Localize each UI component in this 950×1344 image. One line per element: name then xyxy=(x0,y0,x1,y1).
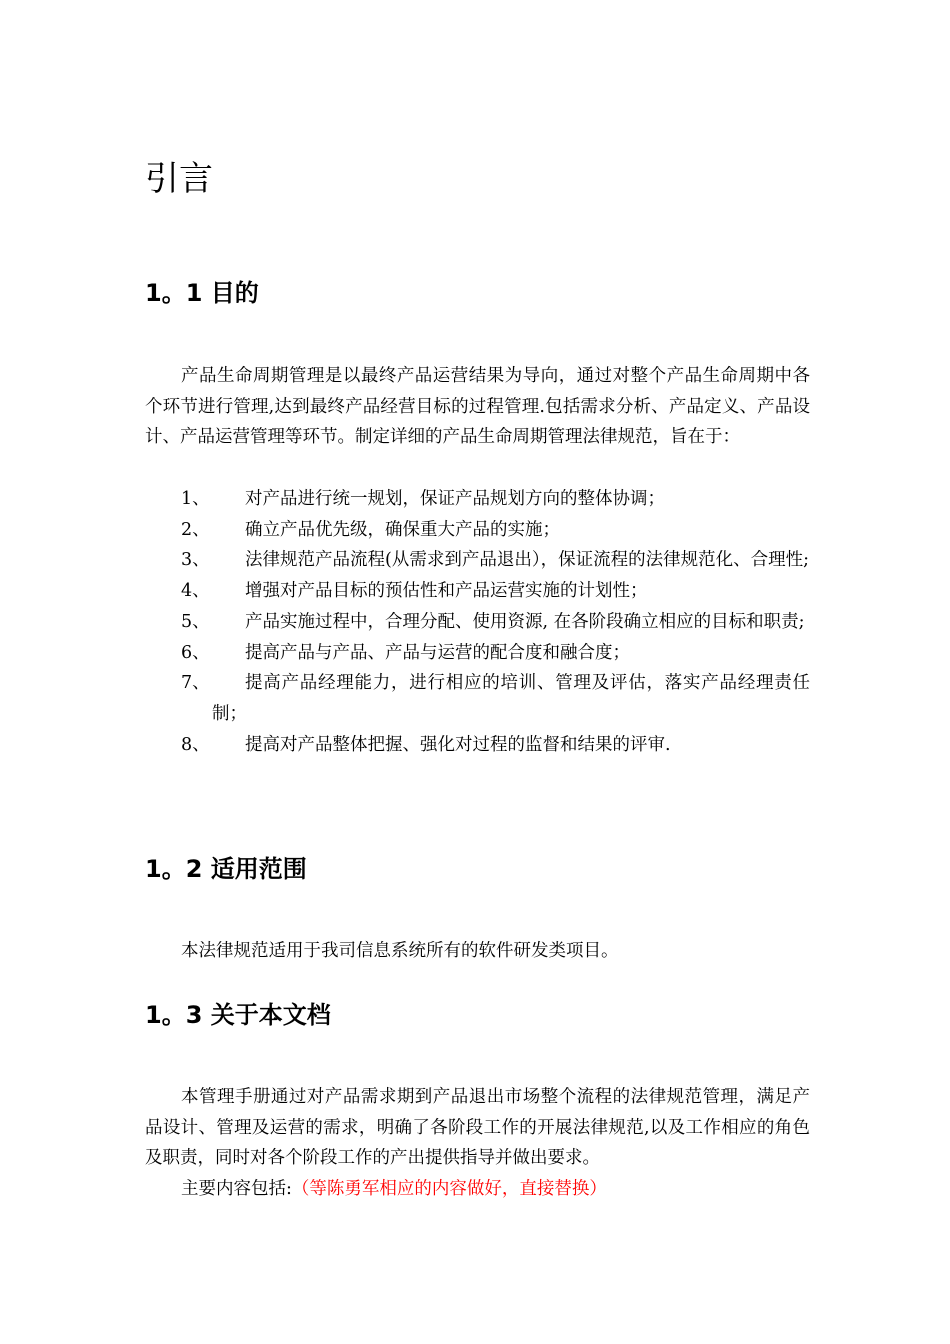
about-paragraph: 本管理手册通过对产品需求期到产品退出市场整个流程的法律规范管理，满足产品设计、管理及运营的需求，明确了各阶段工作的开展法律规范,以及工作相应的角色及职责，同时对各个阶段工作的产出提供指导并做出要求。 xyxy=(145,1087,810,1169)
contents-line xyxy=(145,1174,810,1205)
list-item-text: 产品实施过程中，合理分配、使用资源, 在各阶段确立相应的目标和职责; xyxy=(245,611,805,632)
contents-label: 主要内容包括: xyxy=(181,1179,292,1199)
list-item-text: 对产品进行统一规划，保证产品规划方向的整体协调； xyxy=(245,489,665,509)
list-item-number: 8、 xyxy=(181,734,210,755)
list-item-text: 提高对产品整体把握、强化对过程的监督和结果的评审. xyxy=(245,734,671,755)
list-item xyxy=(145,576,810,607)
list-item xyxy=(145,545,810,576)
list-item-text: 法律规范产品流程(从需求到产品退出），保证流程的法律规范化、合理性; xyxy=(245,550,809,571)
purpose-list xyxy=(145,484,810,760)
purpose-paragraph: 产品生命周期管理是以最终产品运营结果为导向，通过对整个产品生命周期中各个环节进行管理,达到最终产品经营目标的过程管理.包括需求分析、产品定义、产品设计、产品运营管理等环节。制定详细的产品生命周期管理法律规范，旨在于： xyxy=(145,366,810,448)
list-item-number: 4、 xyxy=(181,581,210,602)
list-item xyxy=(145,515,810,546)
list-item xyxy=(145,668,810,729)
list-item-text: 增强对产品目标的预估性和产品运营实施的计划性； xyxy=(245,581,648,602)
list-item-text: 确立产品优先级，确保重大产品的实施； xyxy=(245,519,560,540)
list-item-number: 2、 xyxy=(181,519,210,540)
list-item-number: 1、 xyxy=(181,489,210,509)
list-item xyxy=(145,638,810,669)
page-title: 引言 xyxy=(145,159,213,199)
scope-paragraph: 本法律规范适用于我司信息系统所有的软件研发类项目。 xyxy=(181,941,619,961)
section-heading-about: 1。3 关于本文档 xyxy=(145,1001,331,1029)
section-heading-scope: 1。2 适用范围 xyxy=(145,855,307,883)
list-item-text: 提高产品经理能力，进行相应的培训、管理及评估，落实产品经理责任制； xyxy=(212,673,810,724)
contents-note: （等陈勇军相应的内容做好，直接替换） xyxy=(291,1179,607,1199)
list-item xyxy=(145,607,810,638)
list-item-number: 3、 xyxy=(181,550,210,571)
list-item-number: 6、 xyxy=(181,642,210,663)
list-item-text: 提高产品与产品、产品与运营的配合度和融合度； xyxy=(245,642,630,663)
section-heading-purpose: 1。1 目的 xyxy=(145,279,259,307)
list-item-number: 7、 xyxy=(181,673,210,694)
list-item-number: 5、 xyxy=(181,611,210,632)
list-item xyxy=(145,484,810,515)
list-item xyxy=(145,730,810,761)
